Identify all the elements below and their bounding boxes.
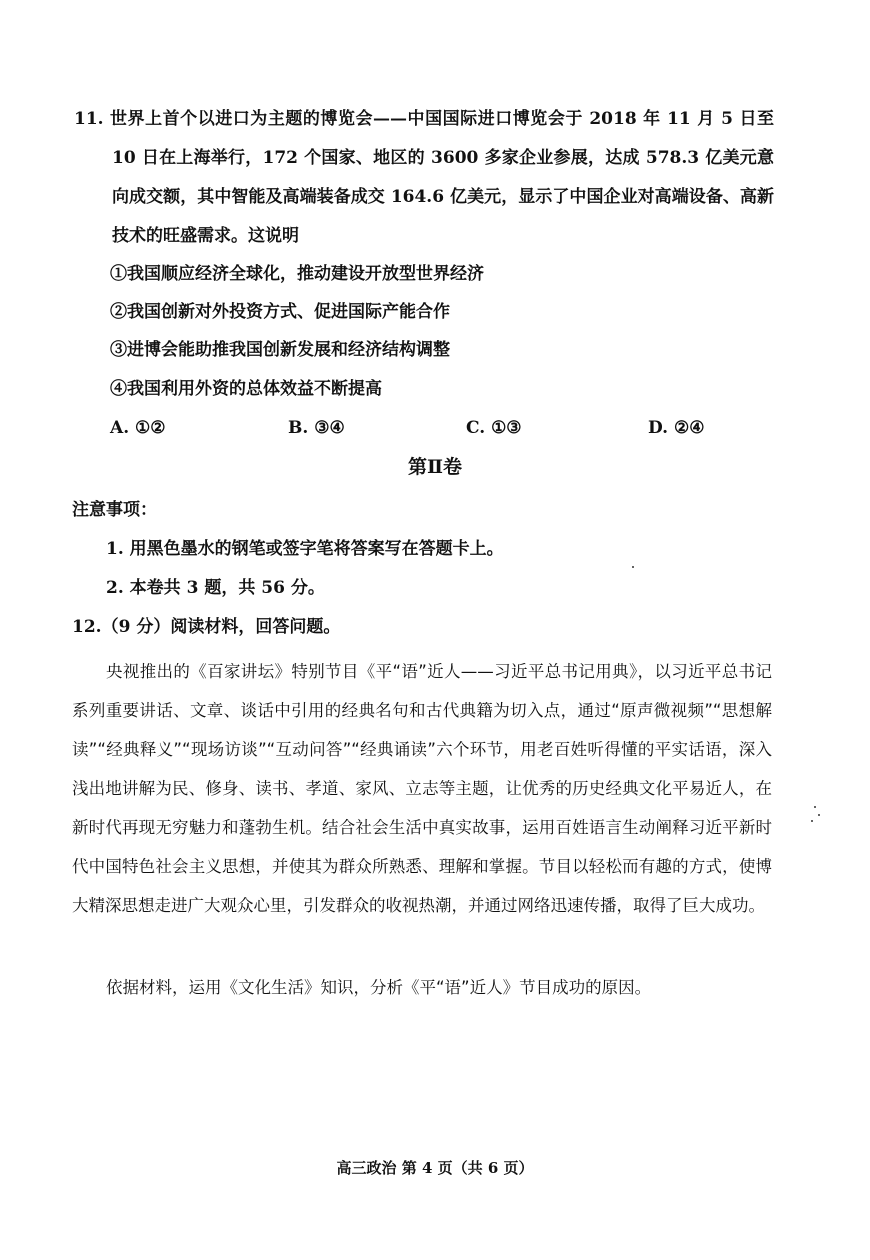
scan-speck: [818, 814, 820, 816]
question-12-task: 依据材料，运用《文化生活》知识，分析《平“语”近人》节目成功的原因。: [106, 978, 652, 997]
scan-speck: [811, 820, 813, 822]
question-11-statement-4: ④我国利用外资的总体效益不断提高: [110, 379, 382, 399]
scan-speck: [814, 806, 816, 808]
question-11-choice-a[interactable]: A. ①②: [110, 418, 166, 438]
question-11-stem: 11. 世界上首个以进口为主题的博览会——中国国际进口博览会于 2018 年 11 月 5 日至 10 日在上海举行，172 个国家、地区的 3600 多家企业参展，达成 578.3 亿美元意向成交额，其中智能及高端装备成交 164.6 亿美元，显示了中国企业对高端设备、高新技术的旺盛需求。这说明: [74, 109, 774, 246]
question-11-statement-2: ②我国创新对外投资方式、促进国际产能合作: [110, 302, 450, 322]
question-11-statement-1: ①我国顺应经济全球化，推动建设开放型世界经济: [110, 264, 484, 284]
page-footer: 高三政治 第 4 页（共 6 页）: [336, 1159, 534, 1177]
question-12-material: 央视推出的《百家讲坛》特别节目《平“语”近人——习近平总书记用典》，以习近平总书记系列重要讲话、文章、谈话中引用的经典名句和古代典籍为切入点，通过“原声微视频”“思想解读”“经典释义”“现场访谈”“互动问答”“经典诵读”六个环节，用老百姓听得懂的平实话语，深入浅出地讲解为民、修身、读书、孝道、家风、立志等主题，让优秀的历史经典文化平易近人，在新时代再现无穷魅力和蓬勃生机。结合社会生活中真实故事，运用百姓语言生动阐释习近平新时代中国特色社会主义思想，并使其为群众所熟悉、理解和掌握。节目以轻松而有趣的方式，使博大精深思想走进广大观众心里，引发群众的收视热潮，并通过网络迅速传播，取得了巨大成功。: [72, 662, 772, 915]
question-11-choice-d[interactable]: D. ②④: [648, 418, 705, 438]
question-11-statement-3: ③进博会能助推我国创新发展和经济结构调整: [110, 340, 450, 360]
question-11-choice-b[interactable]: B. ③④: [288, 418, 345, 438]
question-11-choice-c[interactable]: C. ①③: [466, 418, 522, 438]
notes-item-1: 1. 用黑色墨水的钢笔或签字笔将答案写在答题卡上。: [106, 539, 504, 559]
scan-speck: [632, 566, 634, 568]
section-title: 第Ⅱ卷: [407, 456, 462, 478]
notes-item-2: 2. 本卷共 3 题，共 56 分。: [106, 578, 325, 598]
question-12-heading: 12.（9 分）阅读材料，回答问题。: [72, 617, 341, 637]
notes-heading: 注意事项：: [72, 500, 157, 520]
